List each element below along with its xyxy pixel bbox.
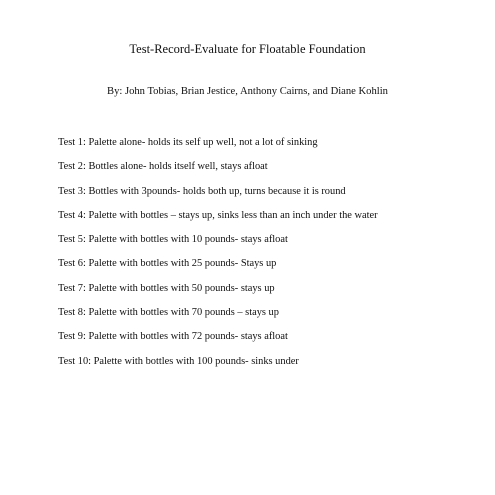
test-item-9: Test 9: Palette with bottles with 72 pounds- stays afloat [58,331,288,343]
test-item-4: Test 4: Palette with bottles – stays up, sinks less than an inch under the water [58,209,378,221]
document-title: Test-Record-Evaluate for Floatable Foundation [129,42,366,56]
document-authors: By: John Tobias, Brian Jestice, Anthony Cairns, and Diane Kohlin [107,86,388,97]
test-item-1: Test 1: Palette alone- holds its self up well, not a lot of sinking [58,137,318,148]
test-item-8: Test 8: Palette with bottles with 70 pounds – stays up [58,307,279,319]
test-item-3: Test 3: Bottles with 3pounds- holds both up, turns because it is round [58,185,346,197]
test-list [58,136,478,379]
test-item-10: Test 10: Palette with bottles with 100 pounds- sinks under [58,355,299,367]
test-item-5: Test 5: Palette with bottles with 10 pounds- stays afloat [58,234,288,246]
test-item-2: Test 2: Bottles alone- holds itself well, stays afloat [58,161,268,173]
test-item-7: Test 7: Palette with bottles with 50 pounds- stays up [58,282,275,294]
test-item-6: Test 6: Palette with bottles with 25 pounds- Stays up [58,258,277,270]
